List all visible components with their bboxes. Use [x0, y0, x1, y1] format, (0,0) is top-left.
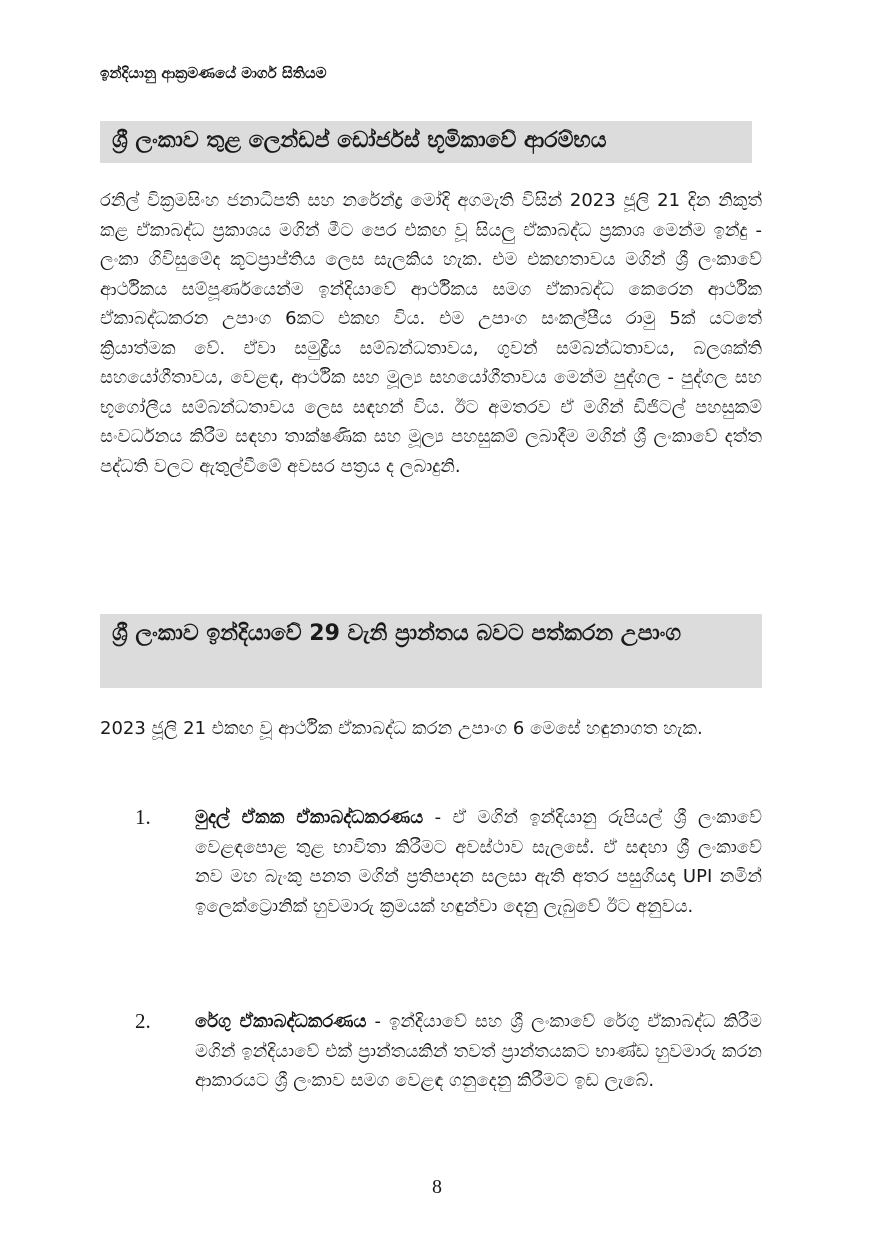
- list-item-body: [195, 803, 762, 921]
- list-item-text: - ඉන්දියාවේ සහ ශ්‍රී ලංකාවේ රේගු ඒකාබද්ධ කිරීම මගින් ඉන්දියාවේ එක් ප්‍රාන්තයකින් තවත් ප්‍රාන්තයකට භාණ්ඩ හුවමාරු කරන ආකාරයට ශ්‍රී ලංකාව සමග වෙළඳ ගනුදෙනු කිරීමට ඉඩ ලැබේ.: [195, 1011, 762, 1091]
- section-heading-2: ශ්‍රී ලංකාව ඉන්දියාවේ 29 වැනි ප්‍රාන්තය බවට පත්කරන උපාංග: [100, 614, 762, 688]
- section-1-paragraph: රනිල් වික්‍රමසිංහ ජනාධිපති සහ නරේන්ද්‍ර මෝදි අගමැති විසින් 2023 ජූලි 21 දින නිකුත් කළ ඒකාබද්ධ ප්‍රකාශය මගින් මීට පෙර එකඟ වූ සියලු ඒකාබද්ධ ප්‍රකාශ මෙන්ම ඉන්දු - ලංකා ගිවිසුමේද කූටප්‍රාප්තිය ලෙස සැලකිය හැක. එම එකඟතාවය මගින් ශ්‍රී ලංකාවේ ආර්ථිකය සම්පූර්ණයෙන්ම ඉන්දියාවේ ආර්ථිකය සමග ඒකාබද්ධ කෙරෙන ආර්ථික ඒකාබද්ධකරන උපාංග 6කට එකඟ විය. එම උපාංග සංකල්පීය රාමු 5ක් යටතේ ක්‍රියාත්මක වේ. ඒවා සමුද්‍රීය සම්බන්ධතාවය, ගුවන් සම්බන්ධතාවය, බලශක්ති සහයෝගීතාවය, වෙළඳ, ආර්ථික සහ මූල්‍ය සහයෝගීතාවය මෙන්ම පුද්ගල - පුද්ගල සහ භූගෝලීය සම්බන්ධතාවය ලෙස සඳහන් විය. ඊට අමතරව ඒ මගින් ඩිජිටල් පහසුකම් සංවර්ධනය කිරීම සඳහා තාක්ෂණික සහ මූල්‍ය පහසුකම් ලබාදීම මගින් ශ්‍රී ලංකාවේ දත්ත පද්ධති වලට ඇතුල්වීමේ අවසර පත්‍රය ද ලබාදුනි.: [100, 190, 762, 477]
- list-item-number: 2.: [135, 1009, 151, 1033]
- running-header: ඉන්දියානු ආක්‍රමණයේ මාර්ග සිතියම: [100, 64, 327, 82]
- page-number: 8: [432, 1176, 442, 1198]
- section-2-intro: 2023 ජූලි 21 එකඟ වූ ආර්ථික ඒකාබද්ධ කරන උපාංග 6 මෙසේ හඳුනාගත හැක.: [100, 718, 703, 739]
- list-item-body: [195, 1007, 762, 1096]
- section-heading-1: ශ්‍රී ලංකාව තුළ ලෙන්ඩප් ඩෝර්ජස් භූමිකාවේ ආරම්භය: [100, 121, 752, 163]
- list-item-text: - ඒ මගින් ඉන්දියානු රුපියල් ශ්‍රී ලංකාවේ වෙළඳපොළ තුළ භාවිතා කිරීමට අවස්ථාව සැලසේ. ඒ සඳහා ශ්‍රී ලංකාවේ නව මහ බැංකු පනත මගින් ප්‍රතිපාදන සලසා ඇති අතර පසුගියදා UPI නමින් ඉලෙක්ට්‍රොනික් හුවමාරු ක්‍රමයක් හඳුන්වා දෙනු ලැබුවේ ඊට අනුවය.: [195, 807, 762, 917]
- list-item-term: රේගු ඒකාබද්ධකරණය: [195, 1011, 367, 1032]
- list-item-term: මුදල් ඒකක ඒකාබද්ධකරණය: [195, 807, 424, 828]
- list-item-number: 1.: [135, 805, 151, 829]
